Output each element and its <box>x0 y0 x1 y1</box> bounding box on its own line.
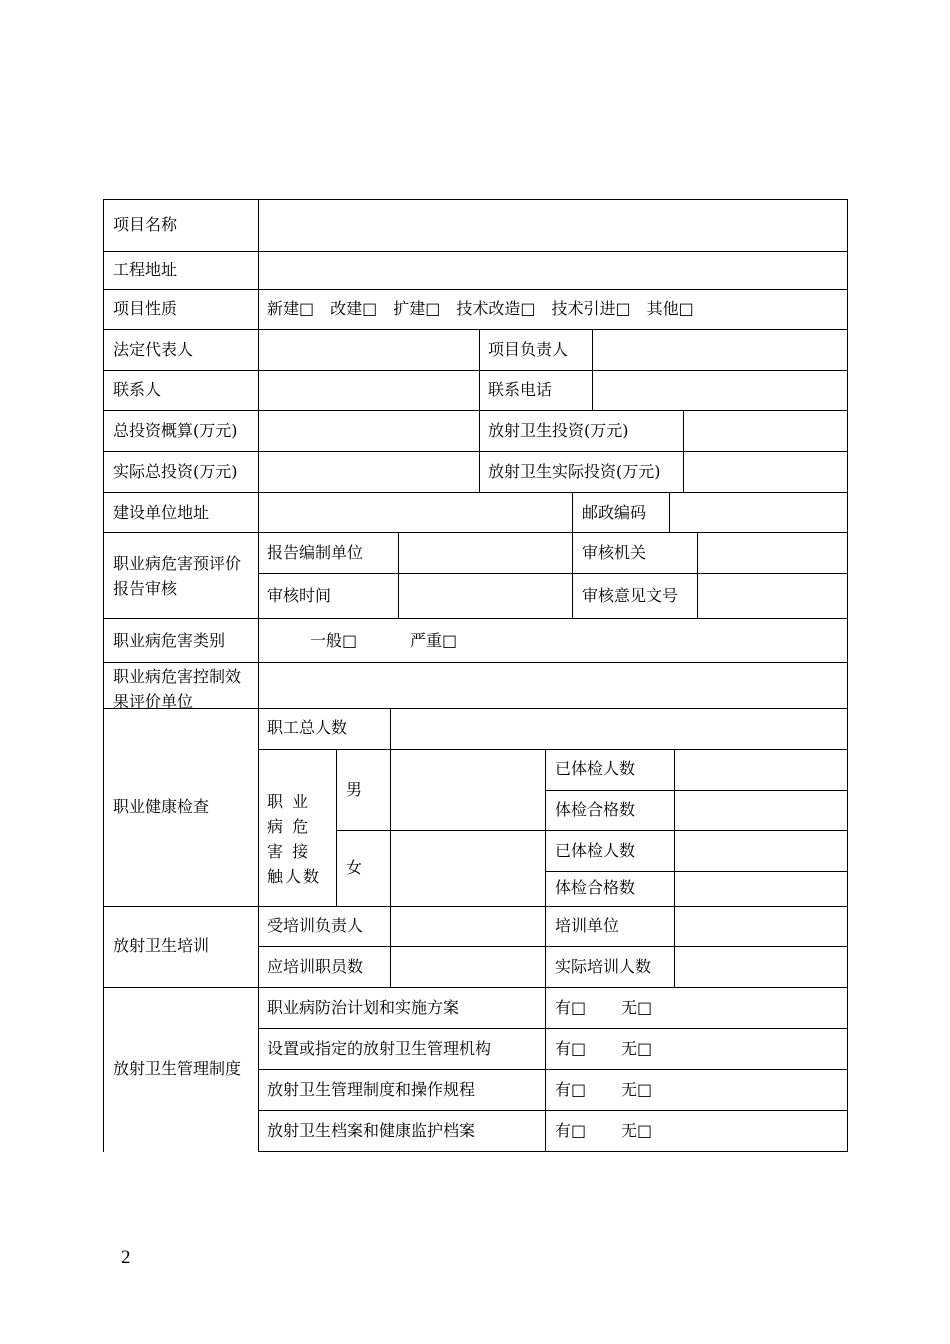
should-train-label: 应培训职员数 <box>267 957 364 976</box>
postcode-label: 邮政编码 <box>582 503 647 522</box>
project-nature-label: 项目性质 <box>113 299 178 318</box>
hazard-category-label: 职业病危害类别 <box>113 631 226 650</box>
mgmt-item: 放射卫生档案和健康监护档案 <box>267 1121 476 1140</box>
contact-label: 联系人 <box>113 380 162 399</box>
report-unit-label: 报告编制单位 <box>267 543 364 562</box>
yes-checkbox[interactable]: 有□ <box>555 998 587 1017</box>
training-label: 放射卫生培训 <box>113 936 210 955</box>
female-checked-label: 已体检人数 <box>555 841 636 860</box>
health-check-label: 职业健康检查 <box>113 797 210 816</box>
male-label: 男 <box>346 780 363 799</box>
hazard-serious-checkbox[interactable]: 严重□ <box>410 631 458 650</box>
actual-train-label: 实际培训人数 <box>555 957 652 976</box>
control-eval-label: 职业病危害控制效果评价单位 <box>113 667 242 711</box>
trainee-leader-label: 受培训负责人 <box>267 916 364 935</box>
hazard-general-checkbox[interactable]: 一般□ <box>310 631 358 650</box>
pre-eval-label: 职业病危害预评价报告审核 <box>113 554 242 598</box>
no-checkbox[interactable]: 无□ <box>621 998 653 1017</box>
legal-rep-label: 法定代表人 <box>113 340 194 359</box>
page-number: 2 <box>121 1247 131 1268</box>
staff-total-label: 职工总人数 <box>267 718 348 737</box>
yes-checkbox[interactable]: 有□ <box>555 1039 587 1058</box>
yes-checkbox[interactable]: 有□ <box>555 1121 587 1140</box>
review-doc-label: 审核意见文号 <box>582 586 679 605</box>
project-nature-checkboxes[interactable]: 新建□ 改建□ 扩建□ 技术改造□ 技术引进□ 其他□ <box>267 299 694 318</box>
yes-checkbox[interactable]: 有□ <box>555 1080 587 1099</box>
male-checked-label: 已体检人数 <box>555 759 636 778</box>
no-checkbox[interactable]: 无□ <box>621 1121 653 1140</box>
female-qualified-label: 体检合格数 <box>555 878 636 897</box>
builder-address-label: 建设单位地址 <box>113 503 210 522</box>
male-qualified-label: 体检合格数 <box>555 800 636 819</box>
radiation-actual-label: 放射卫生实际投资(万元) <box>488 462 661 481</box>
total-budget-label: 总投资概算(万元) <box>113 421 238 440</box>
contact-phone-label: 联系电话 <box>488 380 553 399</box>
mgmt-label: 放射卫生管理制度 <box>113 1059 242 1078</box>
radiation-budget-label: 放射卫生投资(万元) <box>488 421 629 440</box>
review-time-label: 审核时间 <box>267 586 332 605</box>
mgmt-item: 设置或指定的放射卫生管理机构 <box>267 1039 492 1058</box>
actual-total-label: 实际总投资(万元) <box>113 462 238 481</box>
review-org-label: 审核机关 <box>582 543 647 562</box>
no-checkbox[interactable]: 无□ <box>621 1039 653 1058</box>
mgmt-item: 放射卫生管理制度和操作规程 <box>267 1080 476 1099</box>
exposed-label: 职 业 病 危 害 接 触人数 <box>267 792 322 886</box>
project-address-label: 工程地址 <box>113 260 178 279</box>
training-unit-label: 培训单位 <box>555 916 620 935</box>
project-name-label: 项目名称 <box>113 215 178 234</box>
female-label: 女 <box>346 858 363 877</box>
mgmt-item: 职业病防治计划和实施方案 <box>267 998 460 1017</box>
project-leader-label: 项目负责人 <box>488 340 569 359</box>
no-checkbox[interactable]: 无□ <box>621 1080 653 1099</box>
